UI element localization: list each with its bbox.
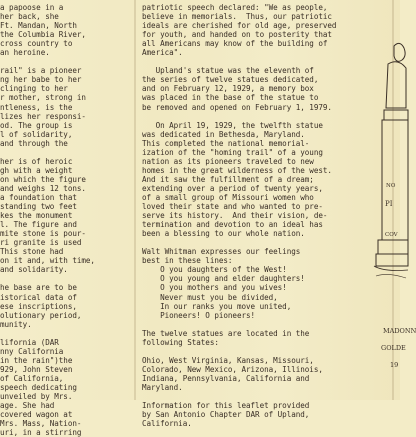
middle-column-line: ization of the "homing trail" of a young — [142, 147, 323, 157]
left-column-line: l. The figure and — [0, 220, 77, 230]
left-column-line: on it and, with time, — [0, 256, 95, 266]
caption-line-2: GOLDE — [381, 344, 406, 352]
middle-column-line: This completed the national memorial- — [142, 138, 310, 148]
middle-column-line: ideals are cherished for old age, preserved — [142, 21, 337, 31]
middle-column-line: Never must you be divided, — [142, 292, 278, 302]
left-column-line: her is of heroic — [0, 156, 73, 166]
left-column-line: nny California — [0, 346, 64, 356]
middle-column-line: In our ranks you move united, — [142, 301, 292, 311]
middle-column-line: patriotic speech declared: "We as people, — [142, 3, 328, 12]
middle-column-line: for youth, and handed on to posterity that — [142, 30, 332, 40]
middle-column-line: America". — [142, 48, 183, 58]
plaque-text-1: NO — [386, 183, 396, 189]
middle-column-line — [142, 112, 380, 121]
left-column-line: standing two feet — [0, 202, 77, 212]
plaque-text-3: COV — [385, 232, 398, 238]
middle-column-line: Colorado, New Mexico, Arizona, Illinois, — [142, 364, 323, 374]
middle-column-line: was placed in the base of the statue to — [142, 93, 319, 103]
caption-line-1: MADONN — [383, 327, 416, 335]
middle-column-line: by San Antonio Chapter DAR of Upland, — [142, 410, 310, 420]
left-column-line: uri, in a stirring — [0, 428, 82, 437]
left-column-line: Ft. Mandan, North — [0, 21, 77, 31]
left-column-line: and solidarity. — [0, 265, 68, 275]
middle-column-line: O you young and elder daughters! — [142, 274, 305, 284]
middle-column-line: been a blessing to our whole nation. — [142, 229, 305, 239]
middle-column-line: extending over a period of twenty years, — [142, 183, 323, 193]
middle-column-line — [142, 347, 380, 356]
middle-column-line: nation as its pioneers traveled to new — [142, 156, 314, 166]
left-column-line: the Columbia River, — [0, 30, 86, 40]
left-column-line: covered wagon at — [0, 410, 73, 420]
left-column-line: of California, — [0, 373, 64, 383]
left-column-line: on which the figure — [0, 174, 86, 184]
middle-column-line: Pioneers! O pioneers! — [142, 310, 256, 320]
middle-column-line: O you daughters of the West! — [142, 265, 287, 275]
monument-illustration — [376, 40, 406, 300]
left-column-line: he base are to be — [0, 283, 77, 293]
left-column-line: Mrs. Mass, Nation- — [0, 419, 82, 429]
middle-column-line — [142, 392, 380, 401]
left-column-line: od. The group is — [0, 120, 73, 130]
middle-column-line: believe in memorials. Thus, our patriotic — [142, 12, 332, 22]
middle-column-line: Upland's statue was the eleventh of — [142, 66, 314, 76]
middle-column-line: The twelve statues are located in the — [142, 328, 310, 338]
left-column-line: rail" is a pioneer — [0, 66, 82, 76]
left-column-line: an heroine. — [0, 48, 50, 58]
middle-column-line — [142, 57, 380, 66]
middle-column-line: loved their state and who wanted to pre- — [142, 202, 323, 212]
left-column-line: speech dedicating — [0, 382, 77, 392]
middle-column-line: homes in the great wilderness of the west. — [142, 165, 332, 175]
middle-column-line: California. — [142, 419, 192, 429]
left-column-line: l of solidarity, — [0, 129, 73, 139]
left-column-line: munity. — [0, 319, 32, 329]
middle-column-line: Information for this leaflet provided — [142, 401, 310, 411]
left-column-line: her back, she — [0, 12, 59, 22]
left-column-line: clinging to her — [0, 84, 68, 94]
left-column-line: lifornia (DAR — [0, 337, 59, 347]
left-column-line: in the rain")the — [0, 355, 73, 365]
left-column-line: cross country to — [0, 39, 73, 49]
middle-column-line: serve its history. And their vision, de- — [142, 211, 328, 221]
middle-column-text — [142, 3, 380, 428]
left-column-line: ng her babe to her — [0, 75, 82, 85]
caption-line-3: 19 — [390, 361, 399, 369]
left-column-line — [0, 57, 128, 66]
left-column-line: gh with a weight — [0, 165, 73, 175]
middle-column-line: the series of twelve statues dedicated, — [142, 75, 319, 85]
left-column-line: ntleness, is the — [0, 102, 73, 112]
middle-column-line: And it saw the fulfillment of a dream; — [142, 174, 314, 184]
left-column-line: kes the monument — [0, 211, 73, 221]
middle-column-line: Indiana, Pennsylvania, California and — [142, 373, 310, 383]
middle-column-line: termination and devotion to an ideal has — [142, 220, 323, 230]
left-column-line — [0, 329, 128, 338]
left-column-line: istorical data of — [0, 292, 77, 302]
middle-column-line: be removed and opened on February 1, 1979. — [142, 102, 332, 112]
middle-column-line: On April 19, 1929, the twelfth statue — [142, 120, 323, 130]
middle-column-line: of a small group of Missouri women who — [142, 192, 314, 202]
middle-column-line: O you mothers and you wives! — [142, 283, 287, 293]
left-column-line: and through the — [0, 138, 68, 148]
middle-column-line — [142, 238, 380, 247]
middle-column-line: Maryland. — [142, 382, 183, 392]
left-column-line: lizes her responsi- — [0, 111, 86, 121]
middle-column-line: all Americans may know of the building of — [142, 39, 328, 49]
left-column-line: unveiled by Mrs. — [0, 392, 73, 402]
fold-line-left — [134, 0, 136, 400]
left-column-line — [0, 148, 128, 157]
middle-column-line: and on February 12, 1929, a memory box — [142, 84, 314, 94]
left-column-line: ri granite is used — [0, 238, 82, 248]
middle-column-line: Walt Whitman expresses our feelings — [142, 247, 301, 257]
middle-column-line: was dedicated in Bethesda, Maryland. — [142, 129, 305, 139]
left-column-line: age. She had — [0, 401, 55, 411]
middle-column-line — [142, 320, 380, 329]
middle-column-line: Ohio, West Virginia, Kansas, Missouri, — [142, 355, 314, 365]
left-column-line: olutionary period, — [0, 310, 82, 320]
middle-column-line: following States: — [142, 337, 219, 347]
left-column-line: mite stone is pour- — [0, 229, 86, 239]
left-column-line: 929, John Steven — [0, 364, 73, 374]
left-column-line: This stone had — [0, 247, 64, 257]
left-column-line: and weighs 12 tons. — [0, 183, 86, 193]
plaque-text-2: PI — [385, 200, 393, 208]
left-column-line: a foundation that — [0, 192, 77, 202]
left-column-line: r mother, strong in — [0, 93, 86, 103]
left-column-line: a papoose in a — [0, 3, 64, 12]
left-column-text — [0, 3, 128, 437]
middle-column-line: best in these lines: — [142, 256, 233, 266]
left-column-line — [0, 274, 128, 283]
left-column-line: ese inscriptions, — [0, 301, 77, 311]
